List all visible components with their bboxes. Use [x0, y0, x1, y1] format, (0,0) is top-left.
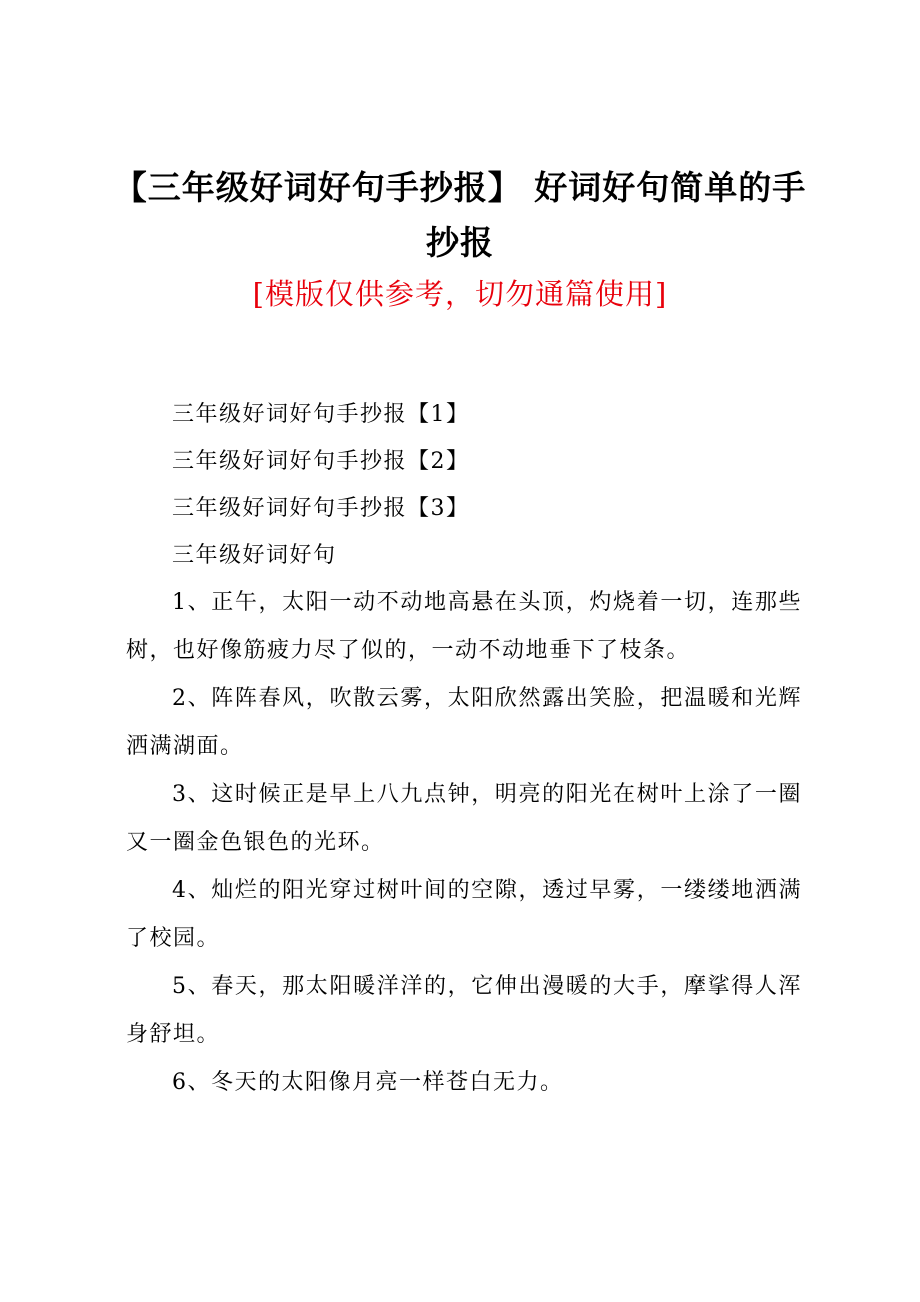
sentence-paragraph: 3、这时候正是早上八九点钟，明亮的阳光在树叶上涂了一圈又一圈金色银色的光环。: [126, 782, 802, 855]
sentence-paragraph: 5、春天，那太阳暖洋洋的，它伸出漫暖的大手，摩挲得人浑身舒坦。: [126, 974, 802, 1047]
toc-item: 三年级好词好句手抄报【1】: [172, 402, 470, 427]
document-title: 【三年级好词好句手抄报】 好词好句简单的手抄报: [113, 168, 807, 262]
template-notice: [模版仅供参考，切勿通篇使用]: [252, 277, 668, 311]
sentence-paragraph: 6、冬天的太阳像月亮一样苍白无力。: [172, 1070, 564, 1095]
sentence-paragraph: 4、灿烂的阳光穿过树叶间的空隙，透过早雾，一缕缕地洒满了校园。: [126, 878, 802, 951]
sentence-paragraph: 1、正午，太阳一动不动地高悬在头顶，灼烧着一切，连那些树，也好像筋疲力尽了似的，一动不动地垂下了枝条。: [126, 590, 802, 663]
toc-item: 三年级好词好句手抄报【2】: [172, 449, 470, 474]
toc-item: 三年级好词好句手抄报【3】: [172, 496, 470, 521]
document-body: [126, 391, 802, 1107]
section-heading: 三年级好词好句: [172, 543, 337, 568]
sentence-paragraph: 2、阵阵春风，吹散云雾，太阳欣然露出笑脸，把温暖和光辉洒满湖面。: [126, 686, 802, 759]
